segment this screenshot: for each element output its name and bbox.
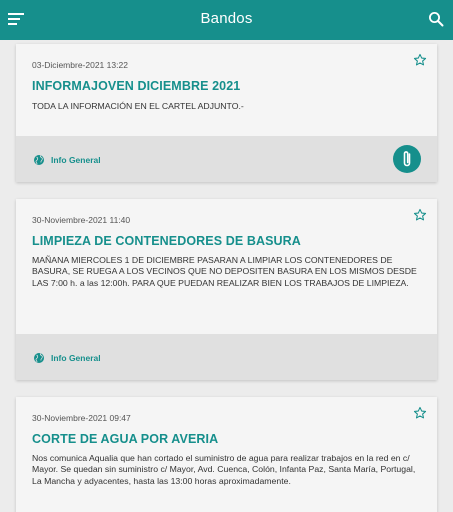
bando-title: LIMPIEZA DE CONTENEDORES DE BASURA xyxy=(32,234,301,248)
attachment-button[interactable] xyxy=(393,145,421,173)
category-link[interactable] xyxy=(33,351,101,364)
bando-footer xyxy=(16,136,437,182)
globe-icon xyxy=(33,352,45,364)
star-icon[interactable] xyxy=(413,53,427,67)
bando-date: 03-Diciembre-2021 13:22 xyxy=(32,60,128,70)
bando-body: Nos comunica Aqualia que han cortado el suministro de agua para realizar trabajos en la red en c/ Mayor. Se quedan sin suministro c/ Mayor, Avd. Cuenca, Colón, Infanta Paz, Santa María, Portugal, La Mancha y adyacentes, hasta las 13:00 horas aproximadamente. xyxy=(32,453,416,486)
bando-title: CORTE DE AGUA POR AVERIA xyxy=(32,432,219,446)
category-label: Info General xyxy=(51,352,101,363)
bando-date: 30-Noviembre-2021 09:47 xyxy=(32,413,131,423)
star-icon[interactable] xyxy=(413,406,427,420)
bando-card[interactable] xyxy=(16,397,437,512)
page-title: Bandos xyxy=(200,10,253,27)
globe-icon xyxy=(33,154,45,166)
bando-body: TODA LA INFORMACIÓN EN EL CARTEL ADJUNTO.- xyxy=(32,101,244,111)
bando-card[interactable] xyxy=(16,199,437,380)
bando-card[interactable] xyxy=(16,44,437,182)
category-link[interactable] xyxy=(33,153,101,166)
category-label: Info General xyxy=(51,154,101,165)
bando-body: MAÑANA MIERCOLES 1 DE DICIEMBRE PASARAN A LIMPIAR LOS CONTENEDORES DE BASURA, SE RUEGA A LOS VECINOS QUE NO DEPOSITEN BASURA EN LOS MISMOS DESDE LAS 7:00 h. a las 12:00h. PARA QUE PUEDAN REALIZAR BIEN LOS TRABAJOS DE LIMPIEZA. xyxy=(32,255,417,288)
bando-title: INFORMAJOVEN DICIEMBRE 2021 xyxy=(32,79,241,93)
search-icon[interactable] xyxy=(428,11,444,27)
app-bar xyxy=(0,0,453,40)
paperclip-icon xyxy=(393,145,421,173)
bando-date: 30-Noviembre-2021 11:40 xyxy=(32,215,131,225)
star-icon[interactable] xyxy=(413,208,427,222)
bando-footer xyxy=(16,334,437,380)
